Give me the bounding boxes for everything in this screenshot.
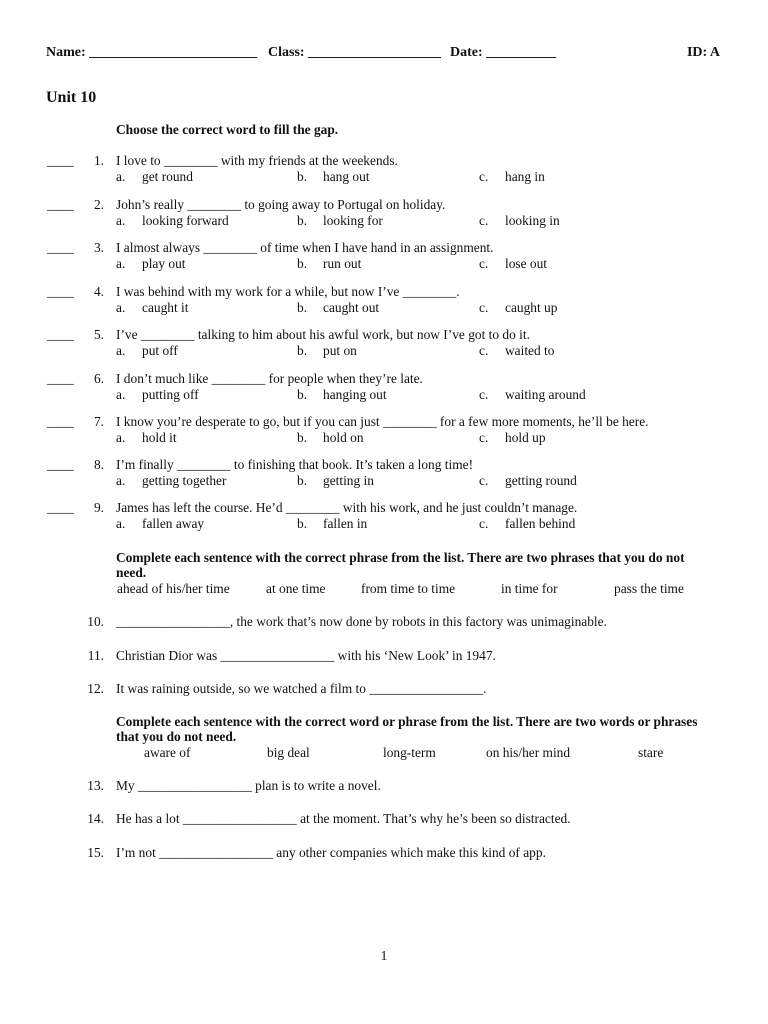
option-c[interactable]: waited to <box>505 343 555 358</box>
phrase-item: at one time <box>266 581 326 596</box>
question-number: 14. <box>87 811 104 826</box>
phrase-item: pass the time <box>614 581 684 596</box>
question-text: I know you’re desperate to go, but if you can just ________ for a few more moments, he’ll be here. <box>116 414 649 429</box>
option-b[interactable]: fallen in <box>323 516 368 531</box>
option-a[interactable]: get round <box>142 169 193 184</box>
question-10 <box>0 614 768 630</box>
option-b[interactable]: hang out <box>323 169 370 184</box>
phrase-item: aware of <box>144 745 191 760</box>
phrase-item: from time to time <box>361 581 456 596</box>
question-number: 9. <box>93 500 104 515</box>
option-letter-b: b. <box>297 430 308 445</box>
option-b[interactable]: put on <box>323 343 357 358</box>
answer-blank[interactable]: ____ <box>47 500 74 515</box>
option-letter-b: b. <box>297 256 308 271</box>
unit-title: Unit 10 <box>46 89 97 106</box>
answer-blank[interactable]: ____ <box>47 284 74 299</box>
option-a[interactable]: putting off <box>142 387 199 402</box>
option-c[interactable]: fallen behind <box>505 516 576 531</box>
question-number: 13. <box>87 778 104 793</box>
option-letter-a: a. <box>116 387 126 402</box>
date-field[interactable]: Date: __________ <box>450 45 557 60</box>
option-letter-a: a. <box>116 516 126 531</box>
phrase-item: ahead of his/her time <box>117 581 230 596</box>
question-5 <box>0 327 768 363</box>
option-letter-c: c. <box>479 300 489 315</box>
option-a[interactable]: put off <box>142 343 178 358</box>
question-text: I almost always ________ of time when I have hand in an assignment. <box>116 240 494 255</box>
option-letter-b: b. <box>297 300 308 315</box>
question-6 <box>0 371 768 407</box>
option-letter-c: c. <box>479 213 489 228</box>
question-text[interactable]: I’m not _________________ any other companies which make this kind of app. <box>116 845 546 860</box>
question-8 <box>0 457 768 493</box>
option-a[interactable]: play out <box>142 256 186 271</box>
question-number: 2. <box>93 197 104 212</box>
question-text[interactable]: It was raining outside, so we watched a film to _________________. <box>116 681 487 696</box>
question-text: I was behind with my work for a while, but now I’ve ________. <box>116 284 460 299</box>
option-letter-b: b. <box>297 516 308 531</box>
option-c[interactable]: waiting around <box>505 387 586 402</box>
option-letter-a: a. <box>116 256 126 271</box>
question-number: 1. <box>93 153 104 168</box>
name-field[interactable]: Name: ________________________ <box>46 45 258 60</box>
question-text[interactable]: _________________, the work that’s now done by robots in this factory was unimaginable. <box>116 614 607 629</box>
answer-blank[interactable]: ____ <box>47 457 74 472</box>
question-text[interactable]: Christian Dior was _________________ with his ‘New Look’ in 1947. <box>116 648 496 663</box>
option-letter-c: c. <box>479 516 489 531</box>
option-a[interactable]: hold it <box>142 430 177 445</box>
question-number: 12. <box>87 681 104 696</box>
option-c[interactable]: lose out <box>505 256 548 271</box>
question-text: I’m finally ________ to finishing that book. It’s taken a long time! <box>116 457 474 472</box>
option-a[interactable]: looking forward <box>142 213 229 228</box>
option-letter-a: a. <box>116 343 126 358</box>
question-14 <box>0 811 768 827</box>
option-b[interactable]: hold on <box>323 430 364 445</box>
option-letter-a: a. <box>116 300 126 315</box>
question-text: I’ve ________ talking to him about his awful work, but now I’ve got to do it. <box>116 327 530 342</box>
answer-blank[interactable]: ____ <box>47 153 74 168</box>
option-c[interactable]: getting round <box>505 473 577 488</box>
option-letter-c: c. <box>479 473 489 488</box>
option-letter-a: a. <box>116 213 126 228</box>
question-1 <box>0 153 768 189</box>
option-b[interactable]: looking for <box>323 213 383 228</box>
option-letter-c: c. <box>479 430 489 445</box>
question-number: 5. <box>93 327 104 342</box>
option-b[interactable]: getting in <box>323 473 374 488</box>
question-number: 7. <box>93 414 104 429</box>
page-number: 1 <box>380 948 388 963</box>
answer-blank[interactable]: ____ <box>47 197 74 212</box>
question-number: 10. <box>87 614 104 629</box>
section3-phrase-list <box>0 745 768 761</box>
phrase-item: stare <box>638 745 664 760</box>
option-b[interactable]: run out <box>323 256 362 271</box>
question-number: 8. <box>93 457 104 472</box>
option-letter-c: c. <box>479 343 489 358</box>
phrase-item: in time for <box>501 581 558 596</box>
option-letter-c: c. <box>479 169 489 184</box>
section3-instruction: Complete each sentence with the correct word or phrase from the list. There are two words or phrases that you do not need. <box>116 714 698 744</box>
question-text[interactable]: My _________________ plan is to write a novel. <box>116 778 381 793</box>
class-field[interactable]: Class: ___________________ <box>268 45 442 60</box>
section1-instruction: Choose the correct word to fill the gap. <box>116 122 339 137</box>
answer-blank[interactable]: ____ <box>47 371 74 386</box>
question-number: 4. <box>93 284 104 299</box>
question-2 <box>0 197 768 233</box>
phrase-item: big deal <box>267 745 310 760</box>
option-a[interactable]: getting together <box>142 473 227 488</box>
question-number: 3. <box>93 240 104 255</box>
option-a[interactable]: caught it <box>142 300 189 315</box>
phrase-item: on his/her mind <box>486 745 571 760</box>
question-number: 6. <box>93 371 104 386</box>
question-number: 15. <box>87 845 104 860</box>
option-letter-b: b. <box>297 169 308 184</box>
question-9 <box>0 500 768 536</box>
section2-instruction: Complete each sentence with the correct phrase from the list. There are two phrases that you do not need. <box>116 550 685 580</box>
phrase-item: long-term <box>383 745 436 760</box>
option-letter-b: b. <box>297 343 308 358</box>
question-text[interactable]: He has a lot _________________ at the moment. That’s why he’s been so distracted. <box>116 811 571 826</box>
answer-blank[interactable]: ____ <box>47 327 74 342</box>
option-letter-c: c. <box>479 387 489 402</box>
answer-blank[interactable]: ____ <box>47 414 74 429</box>
question-4 <box>0 284 768 320</box>
section2-phrase-list <box>0 581 768 597</box>
option-c[interactable]: hold up <box>505 430 546 445</box>
answer-blank[interactable]: ____ <box>47 240 74 255</box>
question-text: John’s really ________ to going away to Portugal on holiday. <box>116 197 446 212</box>
question-3 <box>0 240 768 276</box>
option-letter-a: a. <box>116 169 126 184</box>
option-letter-b: b. <box>297 387 308 402</box>
option-letter-a: a. <box>116 430 126 445</box>
option-b[interactable]: hanging out <box>323 387 387 402</box>
option-c[interactable]: looking in <box>505 213 560 228</box>
option-letter-b: b. <box>297 473 308 488</box>
option-c[interactable]: hang in <box>505 169 545 184</box>
question-15 <box>0 845 768 861</box>
question-7 <box>0 414 768 450</box>
question-text: I don’t much like ________ for people when they’re late. <box>116 371 423 386</box>
option-letter-c: c. <box>479 256 489 271</box>
question-12 <box>0 681 768 697</box>
option-c[interactable]: caught up <box>505 300 558 315</box>
question-text: I love to ________ with my friends at the weekends. <box>116 153 398 168</box>
question-11 <box>0 648 768 664</box>
question-text: James has left the course. He’d ________ with his work, and he just couldn’t manage. <box>116 500 578 515</box>
question-number: 11. <box>87 648 104 663</box>
option-a[interactable]: fallen away <box>142 516 205 531</box>
option-letter-b: b. <box>297 213 308 228</box>
question-13 <box>0 778 768 794</box>
option-b[interactable]: caught out <box>323 300 380 315</box>
option-letter-a: a. <box>116 473 126 488</box>
id-label: ID: A <box>686 45 720 60</box>
